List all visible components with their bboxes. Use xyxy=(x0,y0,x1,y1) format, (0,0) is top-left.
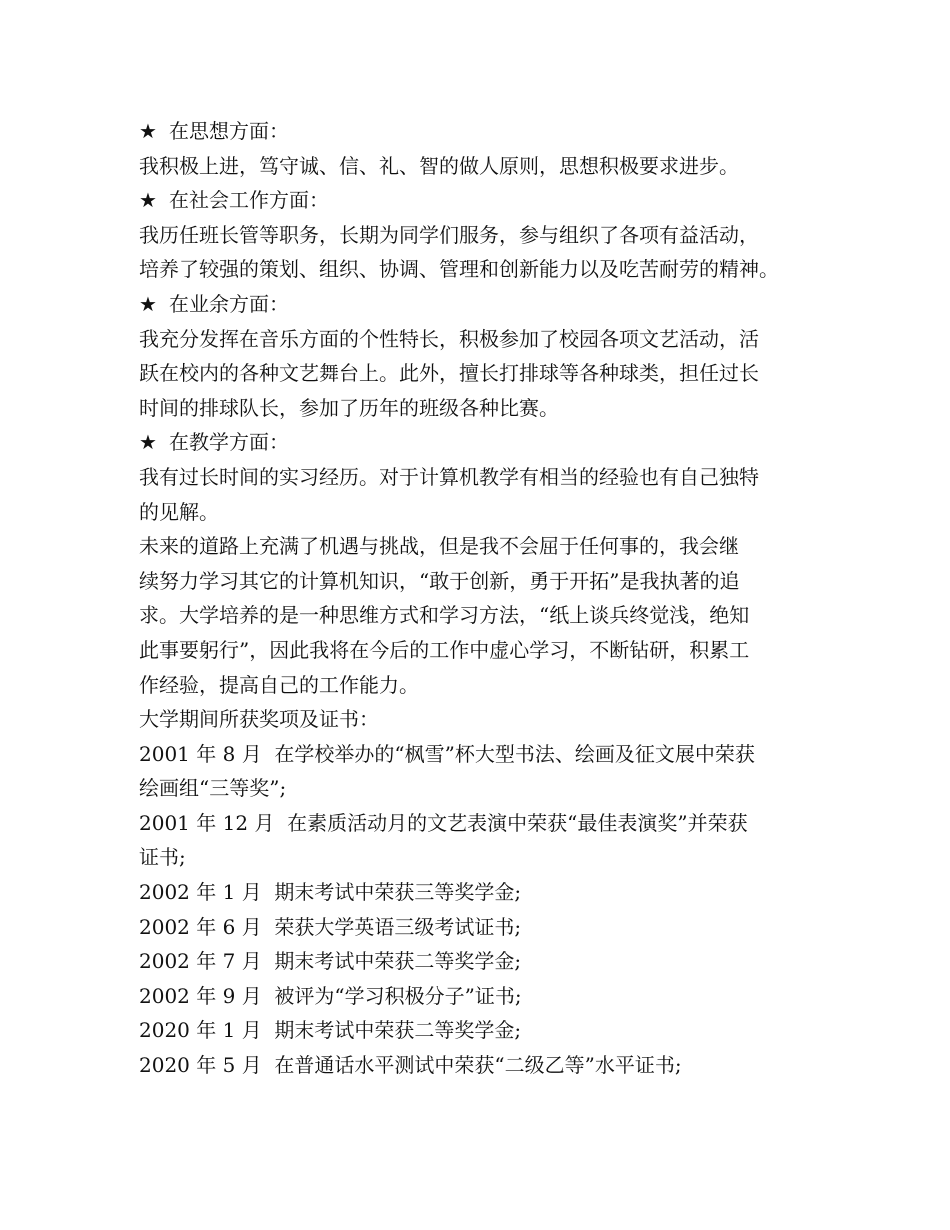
award-line: 2020 年 1 月 期末考试中荣获二等奖学金; xyxy=(139,1018,522,1043)
award-line: 证书; xyxy=(139,845,186,870)
future-line: 续努力学习其它的计算机知识，“敢于创新，勇于开拓”是我执著的追 xyxy=(139,568,740,593)
document-page xyxy=(139,114,829,1083)
body-line: 我有过长时间的实习经历。对于计算机教学有相当的经验也有自己独特 xyxy=(139,464,759,489)
body-line: 培养了较强的策划、组织、协调、管理和创新能力以及吃苦耐劳的精神。 xyxy=(139,257,779,282)
award-line: 2001 年 8 月 在学校举办的“枫雪”杯大型书法、绘画及征文展中荣获 xyxy=(139,741,755,766)
body-line: 时间的排球队长，参加了历年的班级各种比赛。 xyxy=(139,395,559,420)
section-heading-social xyxy=(139,183,829,218)
section-heading-text: 在思想方面： xyxy=(169,119,289,143)
future-line: 求。大学培养的是一种思维方式和学习方法，“纸上谈兵终觉浅，绝知 xyxy=(139,603,750,628)
award-line: 2020 年 5 月 在普通话水平测试中荣获“二级乙等”水平证书; xyxy=(139,1053,682,1078)
section-heading-thought xyxy=(139,114,829,149)
star-icon: ★ xyxy=(139,188,157,213)
section-heading-text: 在业余方面： xyxy=(169,291,289,316)
section-heading-text: 在社会工作方面： xyxy=(169,188,329,213)
future-line: 作经验，提高自己的工作能力。 xyxy=(139,672,419,697)
star-icon: ★ xyxy=(139,291,157,316)
section-heading-teaching xyxy=(139,425,829,460)
future-line: 未来的道路上充满了机遇与挑战，但是我不会屈于任何事的，我会继 xyxy=(139,534,739,559)
body-line: 我积极上进，笃守诚、信、礼、智的做人原则，思想积极要求进步。 xyxy=(139,153,739,178)
body-line: 跃在校内的各种文艺舞台上。此外，擅长打排球等各种球类，担任过长 xyxy=(139,361,759,386)
award-line: 2002 年 6 月 荣获大学英语三级考试证书; xyxy=(139,914,522,939)
body-line: 我历任班长管等职务，长期为同学们服务，参与组织了各项有益活动， xyxy=(139,222,759,247)
award-line: 2001 年 12 月 在素质活动月的文艺表演中荣获“最佳表演奖”并荣获 xyxy=(139,810,748,835)
section-heading-text: 在教学方面： xyxy=(169,430,289,455)
award-line: 2002 年 7 月 期末考试中荣获二等奖学金; xyxy=(139,949,522,974)
award-line: 2002 年 9 月 被评为“学习积极分子”证书; xyxy=(139,983,522,1008)
awards-heading: 大学期间所获奖项及证书： xyxy=(139,707,379,732)
star-icon: ★ xyxy=(139,119,157,143)
future-line: 此事要躬行”，因此我将在今后的工作中虚心学习，不断钻研，积累工 xyxy=(139,637,750,662)
star-icon: ★ xyxy=(139,430,157,455)
award-line: 2002 年 1 月 期末考试中荣获三等奖学金; xyxy=(139,880,522,905)
body-line: 的见解。 xyxy=(139,499,219,524)
section-heading-spare xyxy=(139,287,829,322)
award-line: 绘画组“三等奖”; xyxy=(139,776,287,801)
body-line: 我充分发挥在音乐方面的个性特长，积极参加了校园各项文艺活动，活 xyxy=(139,326,759,351)
